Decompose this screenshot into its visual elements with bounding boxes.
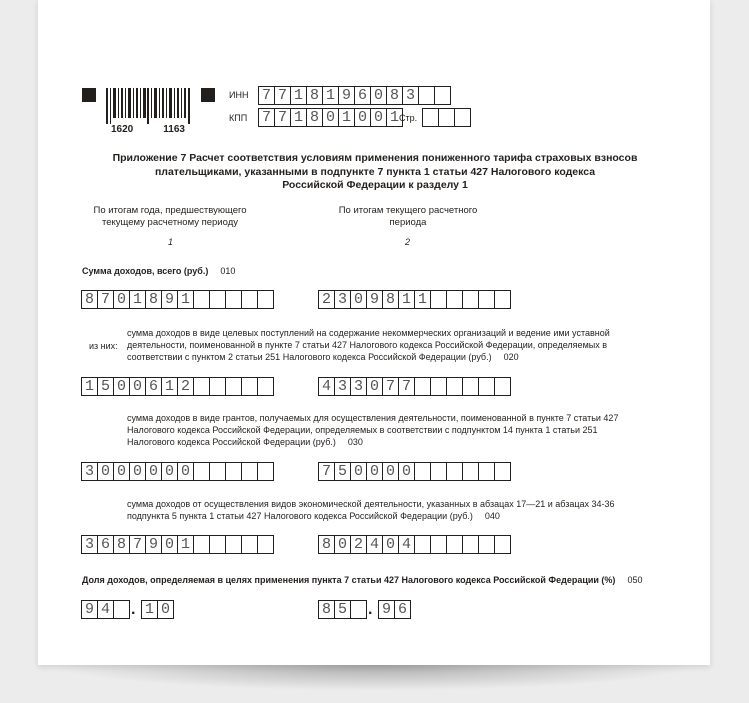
digit-cell[interactable]: 1 <box>162 377 178 396</box>
row-050-col1-fraction-field[interactable] <box>141 600 174 619</box>
digit-cell[interactable]: 1 <box>130 290 146 309</box>
digit-cell[interactable]: 1 <box>339 108 355 127</box>
digit-cell[interactable]: 4 <box>98 600 114 619</box>
digit-cell[interactable]: 6 <box>355 86 371 105</box>
row-040-label <box>127 498 615 522</box>
digit-cell[interactable]: 0 <box>383 535 399 554</box>
digit-cell[interactable] <box>242 290 258 309</box>
digit-cell[interactable]: 0 <box>335 535 351 554</box>
digit-cell[interactable] <box>226 290 242 309</box>
row-050-label <box>82 574 642 586</box>
digit-cell[interactable]: 0 <box>371 86 387 105</box>
digit-cell[interactable]: 0 <box>162 462 178 481</box>
digit-cell[interactable] <box>210 462 226 481</box>
row-050-label-text: Доля доходов, определяемая в целях применения пункта 7 статьи 427 Налогового кодекса Российской Федерации (%) <box>82 575 616 585</box>
digit-cell[interactable]: 0 <box>323 108 339 127</box>
digit-cell[interactable]: 0 <box>351 462 367 481</box>
digit-cell[interactable] <box>194 290 210 309</box>
digit-cell[interactable]: 4 <box>399 535 415 554</box>
barcode-number-left: 1620 <box>111 124 134 135</box>
digit-cell[interactable] <box>210 377 226 396</box>
row-010-code: 010 <box>220 266 236 276</box>
digit-cell[interactable]: 0 <box>114 462 130 481</box>
alignment-marker-left <box>82 88 96 102</box>
digit-cell[interactable]: 1 <box>387 108 403 127</box>
digit-cell[interactable] <box>258 462 274 481</box>
digit-cell[interactable]: 0 <box>162 535 178 554</box>
row-030-line-1: сумма доходов в виде грантов, получаемых для осуществления деятельности, поименованной в пункте 7 статьи 427 <box>127 413 619 423</box>
digit-cell[interactable] <box>210 535 226 554</box>
inn-field[interactable] <box>258 86 451 105</box>
digit-cell[interactable] <box>226 535 242 554</box>
digit-cell[interactable]: 0 <box>158 600 174 619</box>
digit-cell[interactable] <box>258 290 274 309</box>
digit-cell[interactable]: 0 <box>351 290 367 309</box>
column-1-heading <box>80 205 260 229</box>
digit-cell[interactable] <box>242 377 258 396</box>
digit-cell[interactable] <box>455 108 471 127</box>
title-line-1: Приложение 7 Расчет соответствия условиям применения пониженного тарифа страховых взносов <box>112 152 638 164</box>
row-020-code: 020 <box>503 352 519 362</box>
barcode-number <box>106 124 190 135</box>
digit-cell[interactable]: 2 <box>178 377 194 396</box>
row-020-prefix: из них: <box>89 341 118 351</box>
row-020-line-2: деятельности, поименованной в пункте 7 статьи 427 Налогового кодекса Российской Федерации, определяемых в <box>127 340 608 350</box>
row-020-line-1: сумма доходов в виде целевых поступлений на содержание некоммерческих организаций и ведение ими уставной <box>127 328 610 338</box>
row-030-col1-field[interactable] <box>81 462 274 481</box>
digit-cell[interactable]: 7 <box>98 290 114 309</box>
digit-cell[interactable] <box>447 535 463 554</box>
digit-cell[interactable] <box>495 377 511 396</box>
row-010-label <box>82 265 235 277</box>
digit-cell[interactable]: 0 <box>130 377 146 396</box>
digit-cell[interactable] <box>479 535 495 554</box>
digit-cell[interactable] <box>463 462 479 481</box>
row-010-col1-field[interactable] <box>81 290 274 309</box>
column-2-number: 2 <box>405 237 411 247</box>
row-020-col1-field[interactable] <box>81 377 274 396</box>
row-050-col2-fraction-field[interactable] <box>378 600 411 619</box>
digit-cell[interactable]: 9 <box>146 535 162 554</box>
digit-cell[interactable]: 1 <box>142 600 158 619</box>
row-050-code: 050 <box>627 575 643 585</box>
row-050-col1-integer-field[interactable] <box>81 600 130 619</box>
digit-cell[interactable] <box>479 290 495 309</box>
digit-cell[interactable] <box>351 600 367 619</box>
title-line-2: плательщиками, указанными в подпункте 7 пункта 1 статьи 427 Налогового кодекса <box>154 165 596 178</box>
digit-cell[interactable] <box>495 290 511 309</box>
digit-cell[interactable] <box>447 462 463 481</box>
digit-cell[interactable]: 6 <box>395 600 411 619</box>
digit-cell[interactable] <box>431 535 447 554</box>
digit-cell[interactable] <box>463 377 479 396</box>
row-040-line-1: сумма доходов от осуществления видов экономической деятельности, указанных в абзацах 17—21 и абзацах 34-36 <box>127 499 615 509</box>
digit-cell[interactable]: 8 <box>307 108 323 127</box>
column-2-heading-line-2: периода <box>389 217 427 228</box>
digit-cell[interactable]: 3 <box>82 462 98 481</box>
row-050-col2-decimal-point: . <box>368 601 373 618</box>
digit-cell[interactable]: 8 <box>387 86 403 105</box>
column-1-number: 1 <box>168 237 174 247</box>
digit-cell[interactable]: 8 <box>319 600 335 619</box>
digit-cell[interactable]: 4 <box>367 535 383 554</box>
row-010-col2-field[interactable] <box>318 290 511 309</box>
row-050-col2-integer-field[interactable] <box>318 600 367 619</box>
digit-cell[interactable] <box>431 377 447 396</box>
barcode-number-right: 1163 <box>163 124 185 135</box>
digit-cell[interactable]: 7 <box>259 86 275 105</box>
alignment-marker-right <box>201 88 215 102</box>
digit-cell[interactable] <box>495 535 511 554</box>
digit-cell[interactable]: 8 <box>114 535 130 554</box>
digit-cell[interactable]: 3 <box>335 290 351 309</box>
row-030-code: 030 <box>347 437 363 447</box>
digit-cell[interactable] <box>226 462 242 481</box>
digit-cell[interactable]: 1 <box>178 290 194 309</box>
digit-cell[interactable] <box>463 535 479 554</box>
digit-cell[interactable] <box>431 290 447 309</box>
digit-cell[interactable] <box>447 290 463 309</box>
digit-cell[interactable] <box>415 377 431 396</box>
column-2-heading <box>318 205 498 229</box>
digit-cell[interactable] <box>423 108 439 127</box>
digit-cell[interactable] <box>415 535 431 554</box>
digit-cell[interactable]: 0 <box>367 377 383 396</box>
digit-cell[interactable] <box>114 600 130 619</box>
row-030-col2-field[interactable] <box>318 462 511 481</box>
digit-cell[interactable]: 6 <box>146 377 162 396</box>
row-030-line-2: Налогового кодекса Российской Федерации, определяемых в соответствии с подпунктом 14 пункта 1 статьи 251 <box>127 425 598 435</box>
digit-cell[interactable]: 1 <box>415 290 431 309</box>
row-040-line-2: подпункта 5 пункта 1 статьи 427 Налогового кодекса Российской Федерации (руб.) <box>127 511 473 521</box>
digit-cell[interactable]: 8 <box>319 535 335 554</box>
page-number-field[interactable] <box>422 108 471 127</box>
digit-cell[interactable]: 9 <box>162 290 178 309</box>
digit-cell[interactable]: 9 <box>379 600 395 619</box>
digit-cell[interactable]: 8 <box>146 290 162 309</box>
row-020-line-3: соответствии с пунктом 2 статьи 251 Налогового кодекса Российской Федерации (руб.) <box>127 352 492 362</box>
digit-cell[interactable]: 1 <box>323 86 339 105</box>
digit-cell[interactable]: 6 <box>98 535 114 554</box>
digit-cell[interactable] <box>447 377 463 396</box>
row-050-col1-decimal-point: . <box>131 601 136 618</box>
digit-cell[interactable] <box>242 535 258 554</box>
digit-cell[interactable]: 0 <box>146 462 162 481</box>
digit-cell[interactable]: 3 <box>335 377 351 396</box>
row-040-code: 040 <box>484 511 500 521</box>
digit-cell[interactable]: 3 <box>351 377 367 396</box>
page-label: Стр. <box>399 113 418 123</box>
digit-cell[interactable] <box>463 290 479 309</box>
digit-cell[interactable]: 7 <box>130 535 146 554</box>
digit-cell[interactable] <box>258 535 274 554</box>
page-title <box>110 152 640 193</box>
digit-cell[interactable]: 7 <box>383 377 399 396</box>
digit-cell[interactable] <box>194 535 210 554</box>
digit-cell[interactable] <box>479 462 495 481</box>
digit-cell[interactable]: 5 <box>335 462 351 481</box>
digit-cell[interactable] <box>435 86 451 105</box>
digit-cell[interactable] <box>431 462 447 481</box>
row-020-label <box>127 327 610 363</box>
digit-cell[interactable] <box>194 377 210 396</box>
digit-cell[interactable]: 1 <box>291 86 307 105</box>
digit-cell[interactable]: 9 <box>339 86 355 105</box>
digit-cell[interactable]: 0 <box>371 108 387 127</box>
digit-cell[interactable] <box>242 462 258 481</box>
digit-cell[interactable]: 0 <box>355 108 371 127</box>
digit-cell[interactable]: 1 <box>291 108 307 127</box>
kpp-label: КПП <box>229 113 248 123</box>
digit-cell[interactable] <box>415 462 431 481</box>
digit-cell[interactable]: 9 <box>82 600 98 619</box>
digit-cell[interactable]: 5 <box>98 377 114 396</box>
digit-cell[interactable]: 0 <box>399 462 415 481</box>
digit-cell[interactable]: 2 <box>319 290 335 309</box>
digit-cell[interactable] <box>439 108 455 127</box>
row-010-label-text: Сумма доходов, всего (руб.) <box>82 266 209 276</box>
digit-cell[interactable]: 0 <box>367 462 383 481</box>
row-020-col2-field[interactable] <box>318 377 511 396</box>
digit-cell[interactable]: 0 <box>114 377 130 396</box>
digit-cell[interactable] <box>194 462 210 481</box>
digit-cell[interactable] <box>258 377 274 396</box>
inn-label: ИНН <box>229 90 249 100</box>
digit-cell[interactable]: 1 <box>399 290 415 309</box>
digit-cell[interactable]: 7 <box>259 108 275 127</box>
row-040-col1-field[interactable] <box>81 535 274 554</box>
digit-cell[interactable]: 0 <box>383 462 399 481</box>
digit-cell[interactable]: 4 <box>319 377 335 396</box>
digit-cell[interactable]: 8 <box>82 290 98 309</box>
column-1-heading-line-2: текущему расчетному периоду <box>102 217 238 228</box>
digit-cell[interactable]: 3 <box>403 86 419 105</box>
digit-cell[interactable]: 0 <box>130 462 146 481</box>
digit-cell[interactable]: 8 <box>307 86 323 105</box>
digit-cell[interactable]: 0 <box>98 462 114 481</box>
row-040-col2-field[interactable] <box>318 535 511 554</box>
digit-cell[interactable]: 0 <box>178 462 194 481</box>
barcode <box>106 88 190 124</box>
digit-cell[interactable]: 9 <box>367 290 383 309</box>
kpp-field[interactable] <box>258 108 403 127</box>
column-1-heading-line-1: По итогам года, предшествующего <box>93 205 247 216</box>
digit-cell[interactable]: 7 <box>319 462 335 481</box>
digit-cell[interactable]: 7 <box>399 377 415 396</box>
digit-cell[interactable]: 7 <box>275 108 291 127</box>
digit-cell[interactable] <box>226 377 242 396</box>
digit-cell[interactable]: 2 <box>351 535 367 554</box>
digit-cell[interactable]: 7 <box>275 86 291 105</box>
digit-cell[interactable]: 5 <box>335 600 351 619</box>
digit-cell[interactable] <box>495 462 511 481</box>
digit-cell[interactable] <box>479 377 495 396</box>
row-030-label <box>127 412 618 448</box>
digit-cell[interactable]: 0 <box>114 290 130 309</box>
digit-cell[interactable]: 3 <box>82 535 98 554</box>
title-line-3: Российской Федерации к разделу 1 <box>282 179 468 191</box>
digit-cell[interactable]: 8 <box>383 290 399 309</box>
digit-cell[interactable] <box>419 86 435 105</box>
digit-cell[interactable]: 1 <box>82 377 98 396</box>
column-2-heading-line-1: По итогам текущего расчетного <box>338 205 478 216</box>
digit-cell[interactable]: 1 <box>178 535 194 554</box>
digit-cell[interactable] <box>210 290 226 309</box>
row-030-line-3: Налогового кодекса Российской Федерации (руб.) <box>127 437 336 447</box>
